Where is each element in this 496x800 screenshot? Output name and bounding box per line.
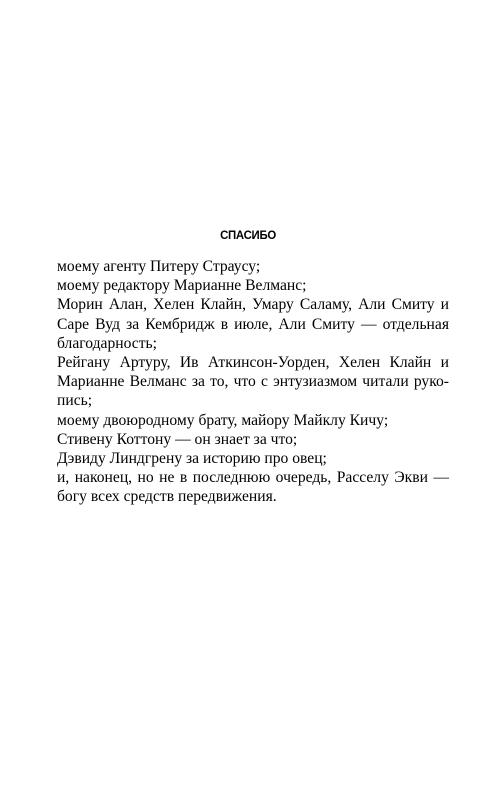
paragraph-agent [57, 257, 449, 276]
text-line: моему агенту Питеру Страусу; [57, 258, 261, 275]
acknowledgements-text [57, 257, 449, 507]
paragraph-cotton [57, 430, 449, 449]
text-line: благодарность; [57, 334, 157, 352]
text-line: моему двоюродному брату, майору Майклу Кичу; [57, 411, 389, 429]
paragraph-cambridge [57, 295, 449, 353]
paragraph-ekvi [57, 468, 449, 506]
text-line: Рейгану Артуру, Ив Аткинсон-Уорден, Хелен Клайн и [57, 354, 449, 372]
paragraph-cousin [57, 411, 449, 430]
page-heading: СПАСИБО [220, 228, 276, 242]
text-line: Марианне Велманс за то, что с энтузиазмом читали руко- [57, 373, 449, 391]
text-line: Морин Алан, Хелен Клайн, Умару Саламу, Али Смиту и [57, 296, 449, 314]
paragraph-lindgren [57, 449, 449, 468]
paragraph-readers [57, 353, 449, 411]
text-line: моему редактору Марианне Велманс; [57, 277, 307, 295]
text-line: Стивену Коттону — он знает за что; [57, 430, 298, 448]
paragraph-editor [57, 276, 449, 295]
text-line: и, наконец, но не в последнюю очередь, Расселу Экви — [57, 469, 449, 487]
text-line: богу всех средств передвижения. [57, 488, 277, 506]
text-line: пись; [57, 392, 93, 410]
text-line: Саре Вуд за Кембридж в июле, Али Смиту — отдельная [57, 315, 449, 333]
text-line: Дэвиду Линдгрену за историю про овец; [57, 450, 327, 468]
